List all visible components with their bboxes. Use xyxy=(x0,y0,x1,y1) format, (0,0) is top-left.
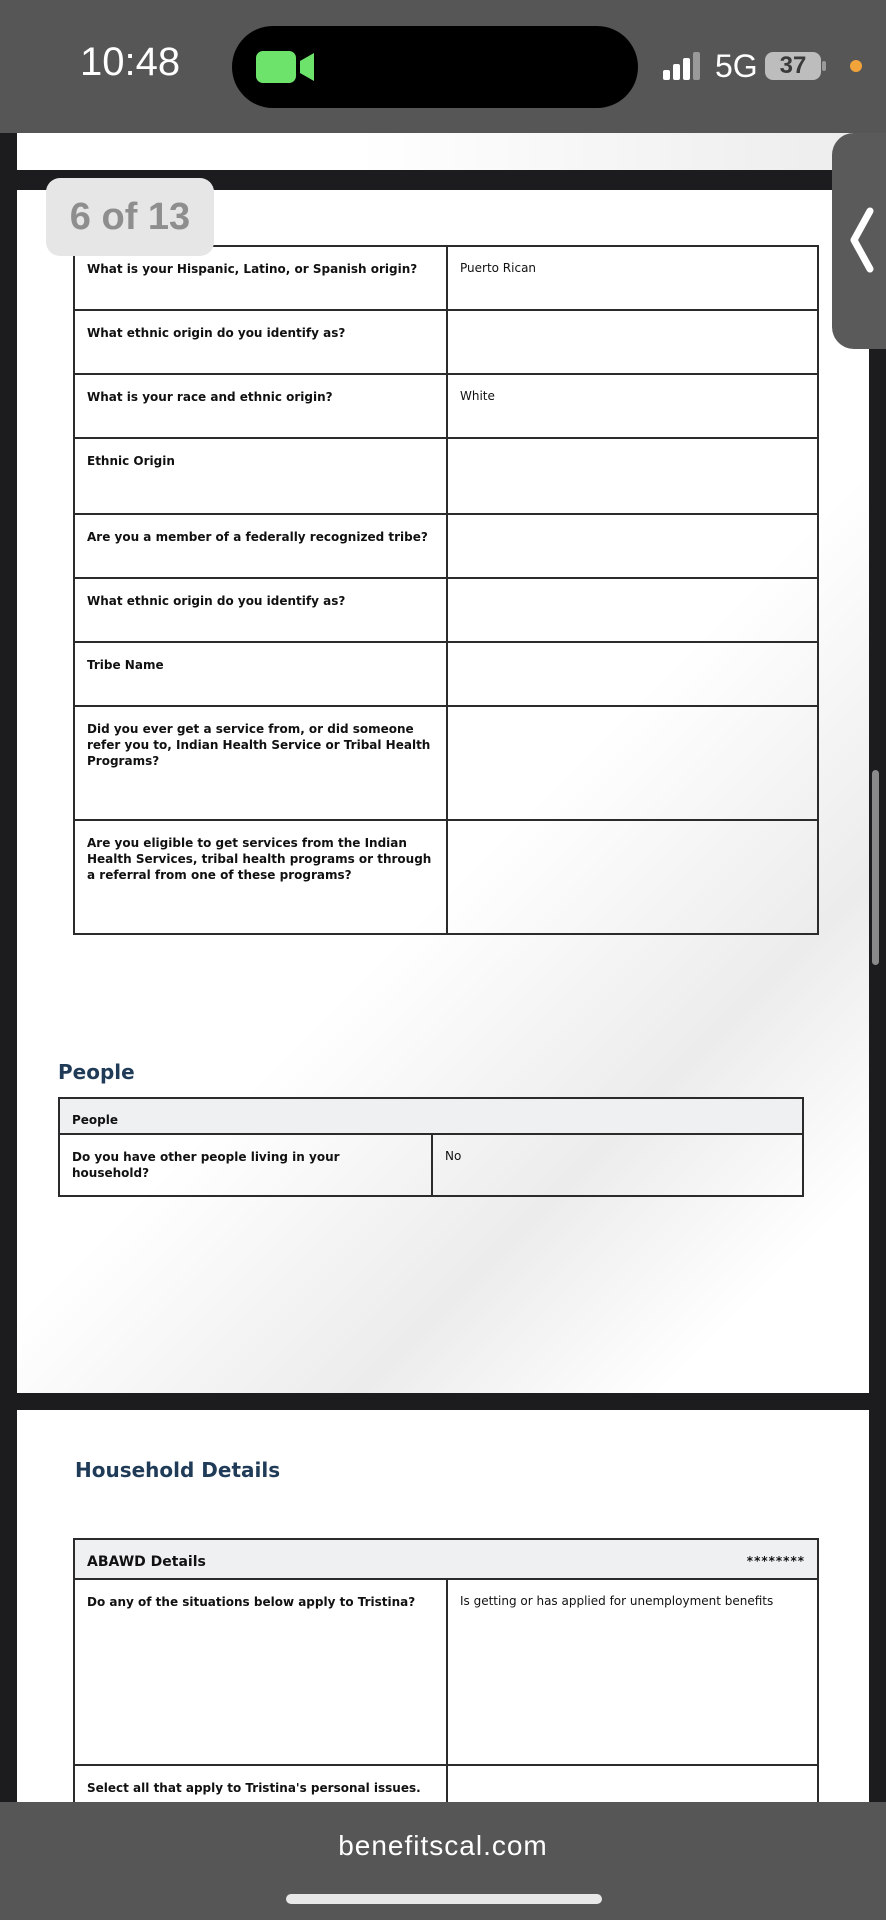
people-table xyxy=(58,1097,804,1197)
answer-cell: No xyxy=(432,1134,803,1196)
masked-value: ******** xyxy=(746,1554,805,1568)
clock: 10:48 xyxy=(80,40,181,84)
table-header-row xyxy=(74,1539,818,1579)
household-section-title: Household Details xyxy=(75,1458,281,1482)
answer-cell xyxy=(447,438,818,514)
question-cell: Select all that apply to Tristina's personal issues. xyxy=(74,1765,447,1810)
page-indicator: 6 of 13 xyxy=(46,178,214,256)
address-bar[interactable]: benefitscal.com xyxy=(338,1830,548,1861)
battery-tip xyxy=(822,61,826,71)
question-cell: Do any of the situations below apply to Tristina? xyxy=(74,1579,447,1765)
question-cell: What ethnic origin do you identify as? xyxy=(74,310,447,374)
question-cell: Did you ever get a service from, or did someone refer you to, Indian Health Service or Tribal Health Programs? xyxy=(74,706,447,820)
table-row xyxy=(74,438,818,514)
cellular-signal-icon xyxy=(663,52,703,80)
question-cell: What is your race and ethnic origin? xyxy=(74,374,447,438)
answer-cell: White xyxy=(447,374,818,438)
privacy-indicator-dot xyxy=(850,60,862,72)
people-section-title: People xyxy=(58,1060,135,1084)
question-cell: Are you eligible to get services from the Indian Health Services, tribal health programs or through a referral from one of these programs? xyxy=(74,820,447,934)
pdf-page-previous xyxy=(17,133,869,170)
answer-cell: Is getting or has applied for unemployment benefits xyxy=(447,1579,818,1765)
table-row xyxy=(59,1134,803,1196)
answer-cell xyxy=(447,642,818,706)
home-indicator[interactable] xyxy=(286,1894,602,1904)
status-bar xyxy=(0,0,886,133)
question-cell: What is your Hispanic, Latino, or Spanish origin? xyxy=(74,246,447,310)
table-row xyxy=(74,642,818,706)
table-header: People xyxy=(59,1098,803,1134)
question-cell: What ethnic origin do you identify as? xyxy=(74,578,447,642)
browser-bottom-bar xyxy=(0,1802,886,1920)
table-row xyxy=(74,578,818,642)
video-camera-icon xyxy=(256,49,320,85)
pdf-page-next xyxy=(17,1410,869,1810)
table-row xyxy=(74,374,818,438)
side-panel-handle[interactable] xyxy=(832,133,886,349)
network-type: 5G xyxy=(715,48,758,84)
table-row xyxy=(74,706,818,820)
scrollbar[interactable] xyxy=(872,770,879,965)
battery-icon: 37 xyxy=(765,52,821,80)
abawd-table xyxy=(73,1538,819,1810)
table-row xyxy=(74,514,818,578)
table-header-row xyxy=(59,1098,803,1134)
answer-cell: Puerto Rican xyxy=(447,246,818,310)
answer-cell xyxy=(447,514,818,578)
table-header-label: ABAWD Details xyxy=(87,1554,206,1570)
answer-cell xyxy=(447,820,818,934)
question-cell: Are you a member of a federally recognized tribe? xyxy=(74,514,447,578)
answer-cell xyxy=(447,706,818,820)
dynamic-island[interactable] xyxy=(232,26,638,108)
pdf-page xyxy=(17,190,869,1393)
answer-cell xyxy=(447,578,818,642)
question-cell: Tribe Name xyxy=(74,642,447,706)
answer-cell xyxy=(447,310,818,374)
table-row xyxy=(74,820,818,934)
question-cell: Ethnic Origin xyxy=(74,438,447,514)
table-header xyxy=(74,1539,818,1579)
question-cell: Do you have other people living in your household? xyxy=(59,1134,432,1196)
table-row xyxy=(74,1579,818,1765)
table-row xyxy=(74,310,818,374)
chevron-left-icon xyxy=(846,207,876,273)
ethnicity-table xyxy=(73,245,819,935)
